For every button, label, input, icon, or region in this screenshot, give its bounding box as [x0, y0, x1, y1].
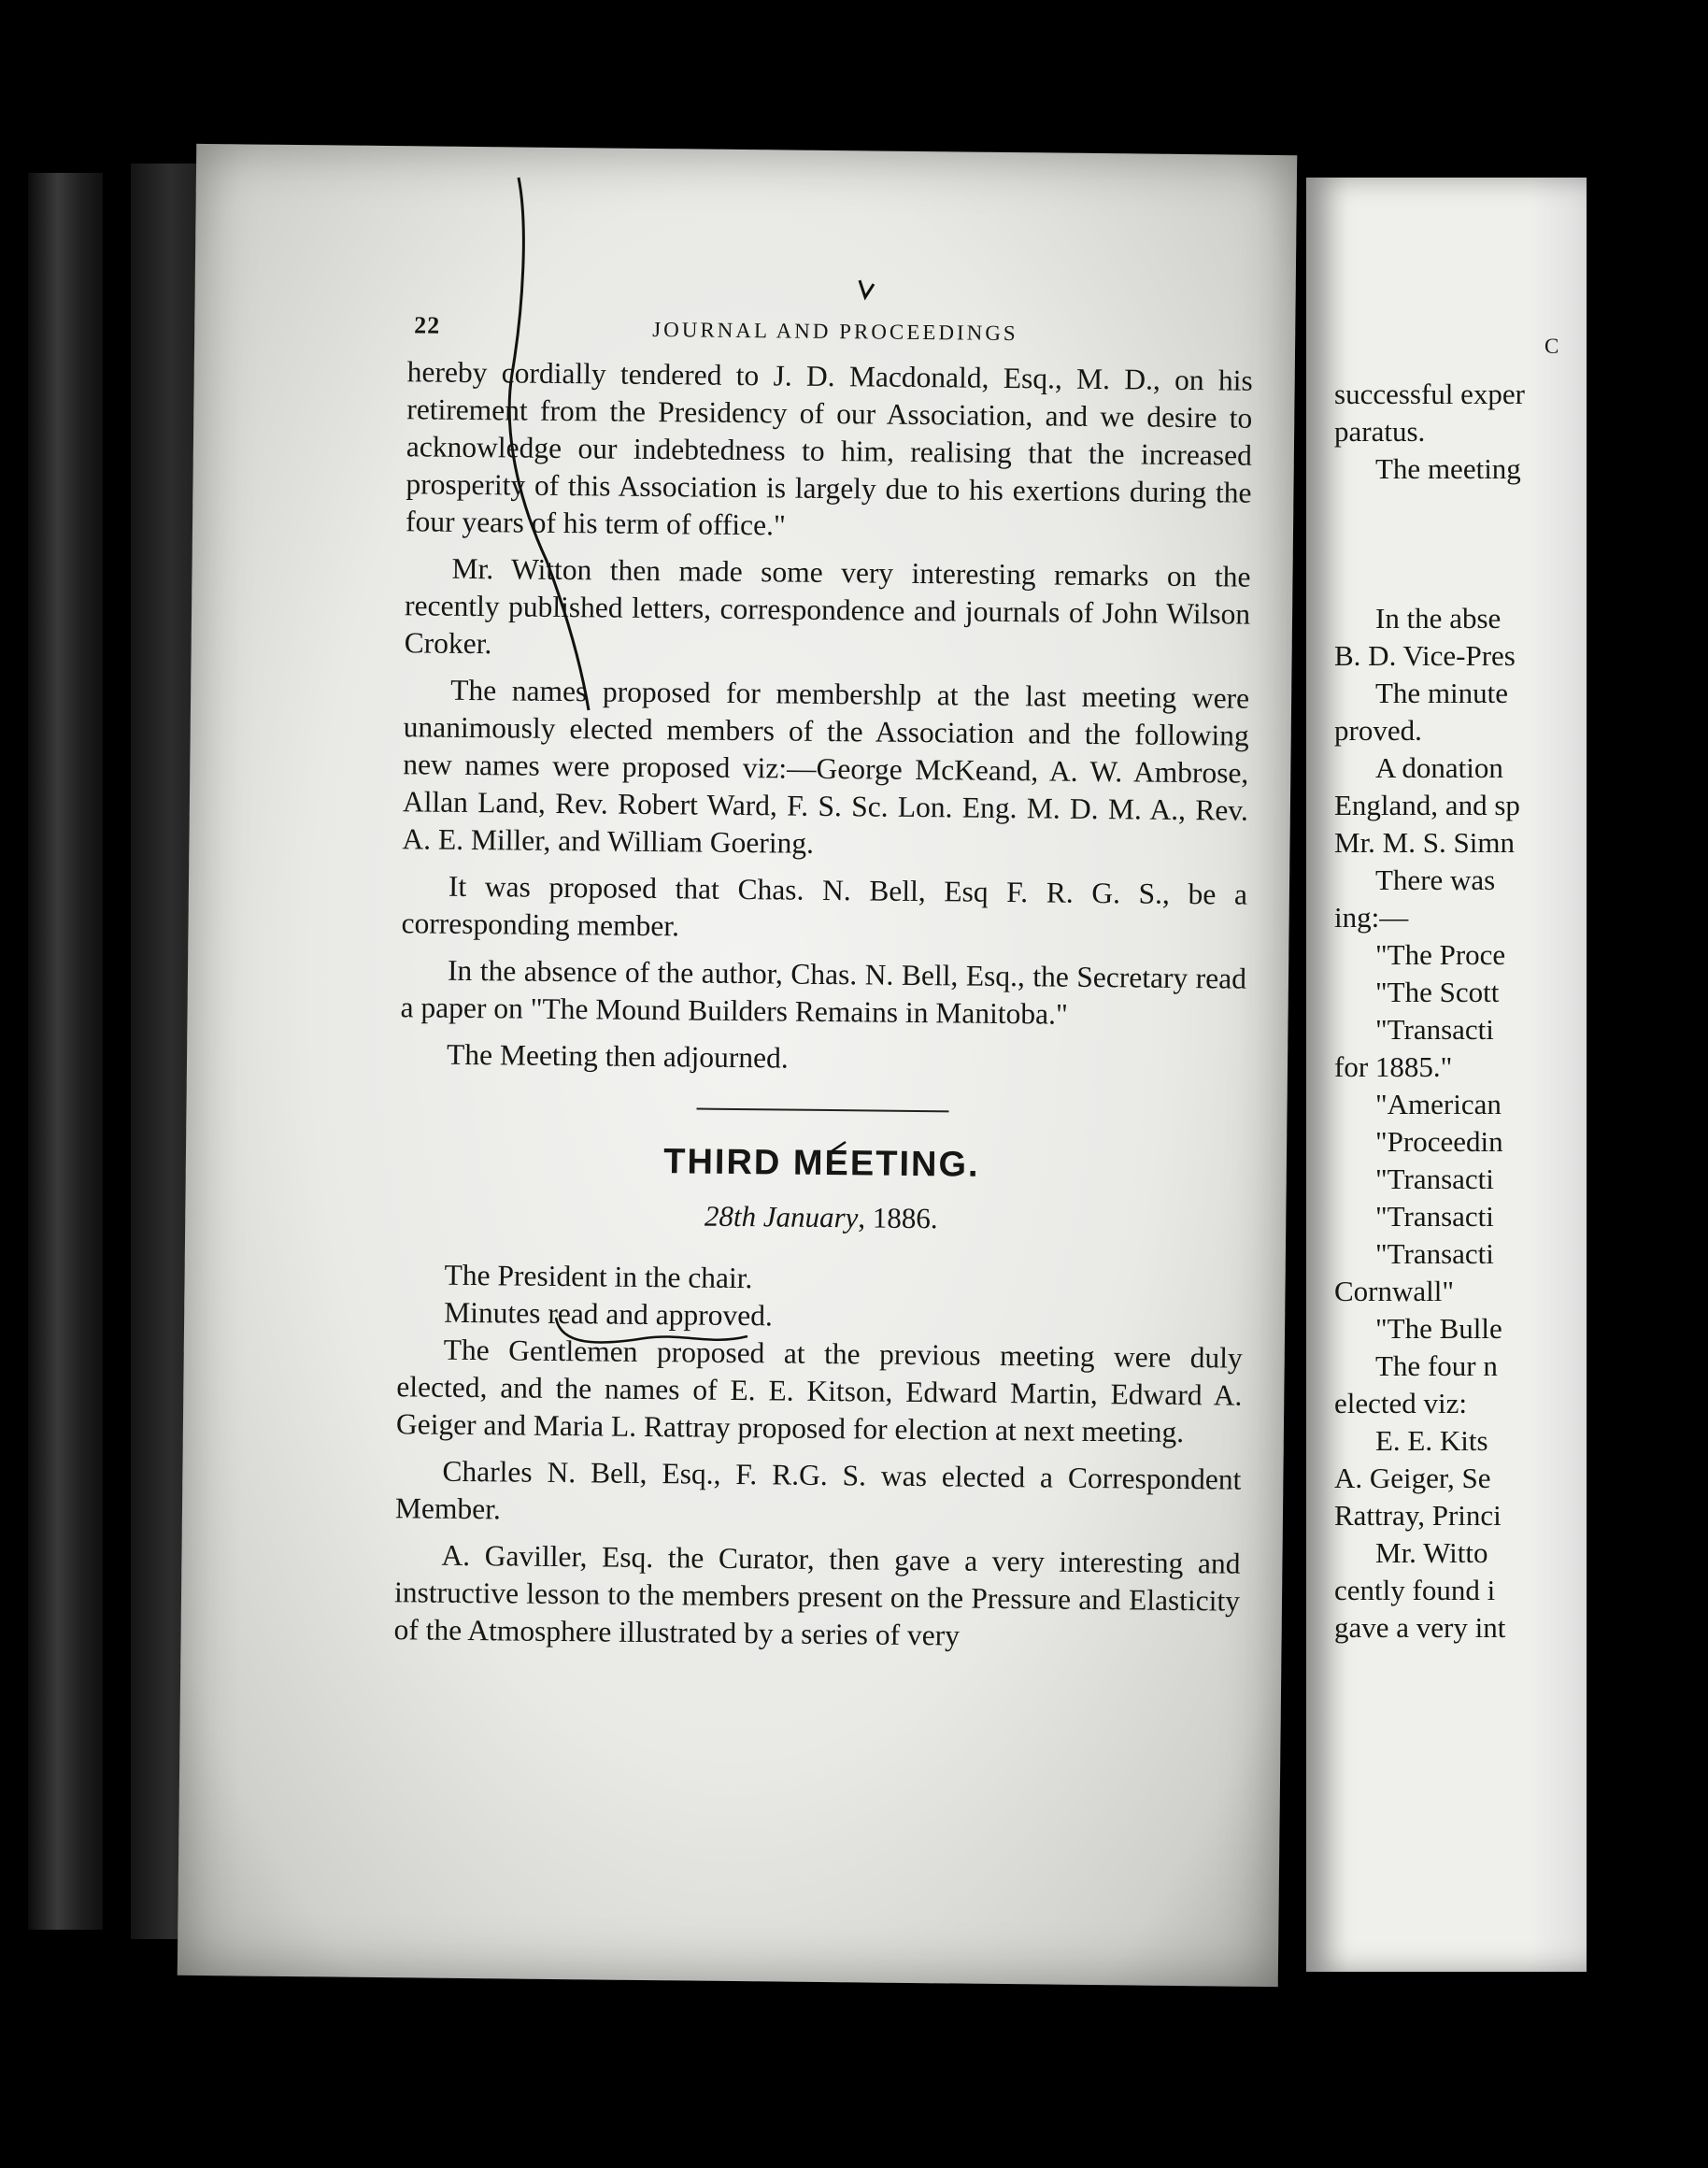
paragraph-adjourned: The Meeting then adjourned.	[446, 1037, 789, 1075]
right-page-line: Mr. M. S. Simn	[1334, 826, 1515, 859]
right-page-line: B. D. Vice-Pres	[1334, 639, 1516, 672]
meeting-date-year: , 1886.	[858, 1201, 938, 1235]
right-page-line: "The Bulle	[1375, 1312, 1502, 1345]
page-body	[393, 353, 1252, 1657]
meeting-date	[398, 1194, 1244, 1240]
right-page-line: "Transacti	[1375, 1200, 1494, 1233]
right-page-body	[1334, 376, 1708, 1647]
meeting-date-day: 28th January	[704, 1199, 859, 1234]
right-page-line: for 1885."	[1334, 1050, 1453, 1083]
meeting-heading: THIRD MEETING.	[663, 1142, 980, 1185]
paragraph-membership: The names proposed for membershlp at the last meeting were unanimously elected members of the Association and the following new names were proposed viz:—George McKeand, A. W. Ambrose, Allan Land, Rev. Robert Ward, F. S. Sc. Lon. Eng. M. D. M. A., Rev. A. E. Miller, and William Goering.	[402, 673, 1250, 860]
right-page-line: ing:—	[1334, 901, 1409, 934]
left-page	[178, 144, 1297, 1987]
right-page-line: A donation	[1375, 751, 1503, 784]
right-page-line: paratus.	[1334, 415, 1426, 448]
paragraph-resolution-end: hereby cordially tendered to J. D. Macdonald, Esq., M. D., on his retirement from the Presidency of our Association, and we desire to acknowledge our indebtedness to him, realising that the increased prosperity of this Association is largely due to his exertions during the four years of his term of office."	[405, 355, 1253, 542]
right-page-line	[1334, 525, 1708, 563]
page-number: 22	[414, 311, 441, 339]
paragraph-mound-builders: In the absence of the author, Chas. N. Bell, Esq., the Secretary read a paper on "The Mound Builders Remains in Manitoba."	[400, 953, 1247, 1031]
paragraph-corresponding-member: It was proposed that Chas. N. Bell, Esq F. R. G. S., be a corresponding member.	[401, 869, 1248, 943]
book-binding-edge	[28, 173, 103, 1930]
right-page-line: "Transacti	[1375, 1237, 1494, 1270]
section-divider	[696, 1108, 948, 1113]
paragraph-gentlemen-elected: The Gentlemen proposed at the previous meeting were duly elected, and the names of E. E. Kitson, Edward Martin, Edward A. Geiger and Maria L. Rattray proposed for election at next meeting.	[395, 1333, 1243, 1449]
right-page-line: "The Scott	[1375, 976, 1500, 1008]
right-page-line: Rattray, Princi	[1334, 1499, 1502, 1532]
right-page-line: In the abse	[1375, 602, 1502, 635]
right-page-line: Cornwall"	[1334, 1275, 1455, 1307]
right-page-line: A. Geiger, Se	[1334, 1462, 1491, 1494]
right-page-line: cently found i	[1334, 1574, 1496, 1606]
right-page-line: The four n	[1375, 1349, 1498, 1382]
paragraph-witton-remarks: Mr. Witton then made some very interesting remarks on the recently published letters, correspondence and journals of John Wilson Croker.	[404, 551, 1251, 661]
paragraph-president: The President in the chair.	[444, 1258, 753, 1295]
paragraph-bell-elected: Charles N. Bell, Esq., F. R.G. S. was elected a Correspondent Member.	[394, 1454, 1242, 1526]
right-page-line: "Proceedin	[1375, 1125, 1503, 1158]
right-page-line	[1334, 488, 1708, 525]
right-page-line: There was	[1375, 863, 1496, 896]
right-page-line: proved.	[1334, 714, 1422, 747]
right-page-line: England, and sp	[1334, 789, 1520, 821]
right-page-line: The meeting	[1375, 452, 1521, 485]
right-page-line: successful exper	[1334, 378, 1525, 410]
paragraph-gaviller-lesson: A. Gaviller, Esq. the Curator, then gave a very interesting and instructive lesson to the members present on the Pressure and Elasticity of the Atmosphere illustrated by a series of very	[393, 1538, 1241, 1652]
right-page-line: gave a very int	[1334, 1611, 1506, 1644]
right-page	[1306, 178, 1587, 1972]
right-page-line: "Transacti	[1375, 1013, 1494, 1046]
right-page-line: elected viz:	[1334, 1387, 1467, 1419]
running-head	[414, 311, 1292, 358]
right-page-line: The minute	[1375, 677, 1509, 709]
right-page-line: "The Proce	[1375, 938, 1506, 971]
right-page-line	[1334, 563, 1708, 600]
running-title: JOURNAL AND PROCEEDINGS	[652, 318, 1018, 346]
right-page-line: "American	[1375, 1088, 1502, 1120]
paragraph-minutes: Minutes read and approved.	[444, 1295, 774, 1333]
right-page-line: E. E. Kits	[1375, 1424, 1488, 1457]
right-running-title: C	[1544, 335, 1561, 358]
right-page-line: Mr. Witto	[1375, 1536, 1488, 1569]
right-page-line: "Transacti	[1375, 1162, 1494, 1195]
